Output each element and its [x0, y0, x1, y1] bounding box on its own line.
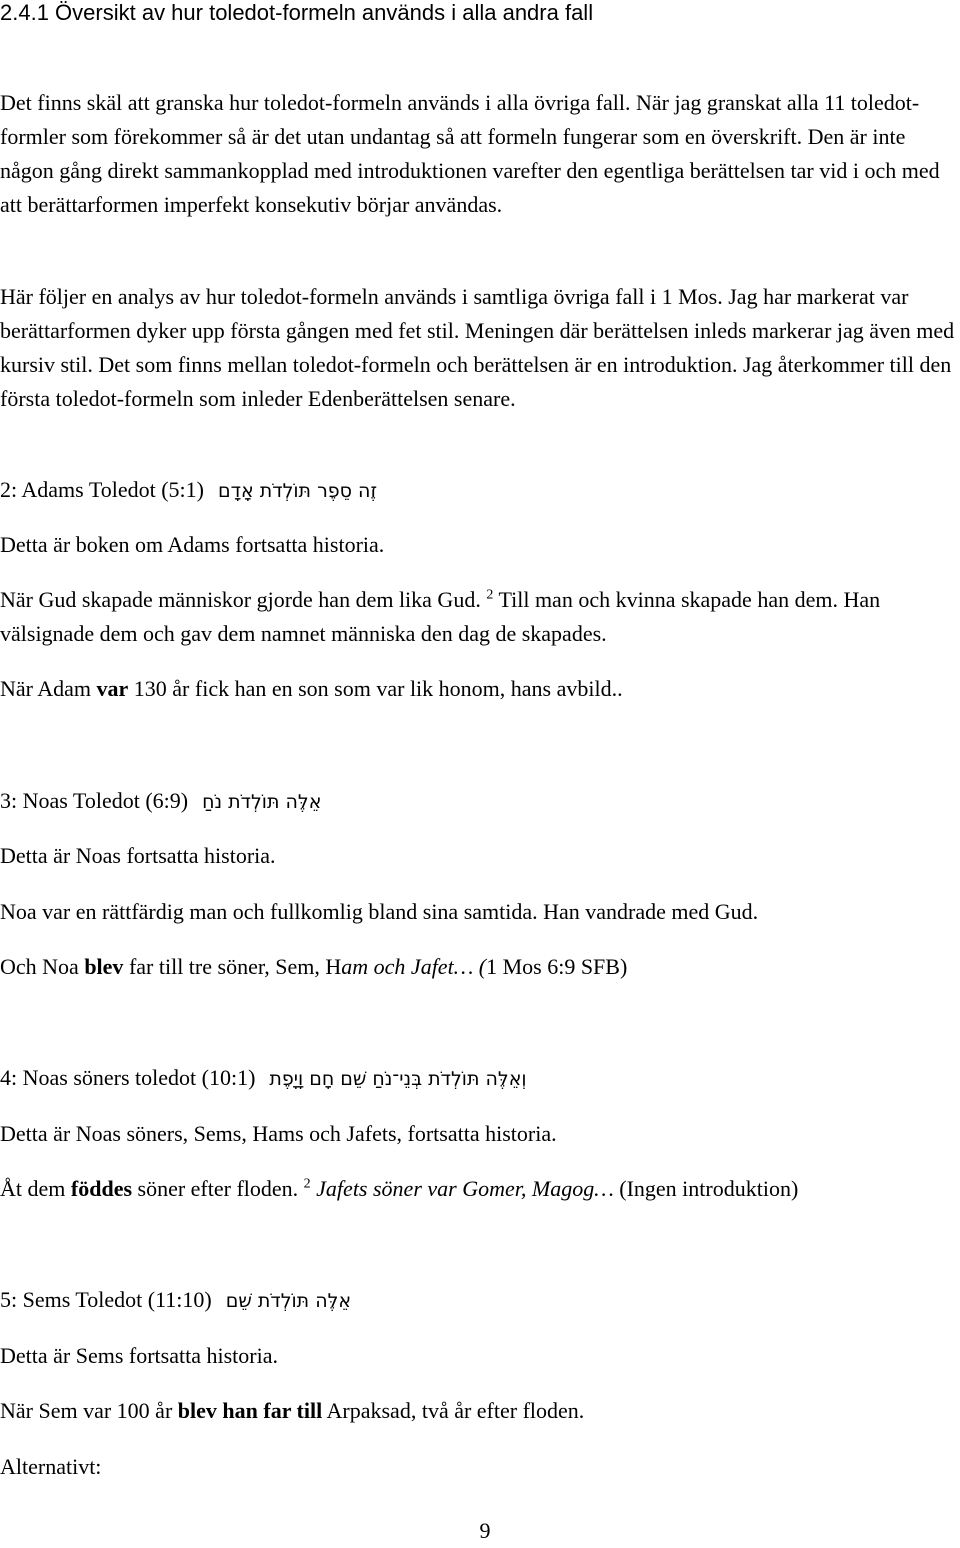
hebrew-text: אֵלֶּה תּוֹלְדֹת נֹחַ: [202, 791, 322, 813]
toledot-title: 2: Adams Toledot (5:1): [0, 477, 204, 502]
narrative-verb: föddes: [70, 1176, 133, 1201]
toledot-title: 4: Noas söners toledot (10:1): [0, 1065, 256, 1090]
story-start-adam: När Adam var 130 år fick han en son som var lik honom, hans avbild..: [0, 676, 623, 701]
verse-number: 2: [303, 1176, 311, 1192]
alternative-label: Alternativt:: [0, 1454, 102, 1479]
introduction-noah: Noa var en rättfärdig man och fullkomlig bland sina samtida. Han vandrade med Gud.: [0, 899, 759, 924]
narrative-verb: blev: [84, 954, 124, 979]
intro-paragraph-2: Här följer en analys av hur toledot-formeln används i samtliga övriga fall i 1 Mos. Jag har markerat var berättarformen dyker upp första gången med fet stil. Meningen där berättelsen inleds markerar jag även med kursiv stil. Det som finns mellan toledot-formeln och berättelsen är en introduktion. Jag återkommer till den första toledot-formeln som inleder Edenberättelsen senare.: [0, 284, 955, 411]
hebrew-text: זֶה סֵפֶר תּוֹלְדֹת אָדָם: [217, 480, 378, 502]
toledot-title: 5: Sems Toledot (11:10): [0, 1287, 212, 1312]
toledot-heading-noah: [0, 784, 321, 819]
toledot-title: 3: Noas Toledot (6:9): [0, 788, 189, 813]
toledot-heading-noah-sons: [0, 1061, 527, 1096]
intro-paragraph-1: Det finns skäl att granska hur toledot-formeln används i alla övriga fall. När jag granskat alla 11 toledot-formler som förekommer så är det utan undantag så att formeln fungerar som en överskrift. Den är inte någon gång direkt sammankopplad med introduktionen varefter den egentliga berättelsen tar vid i och med att berättarformen imperfekt konsekutiv börjar användas.: [0, 90, 940, 217]
translation-noah: Detta är Noas fortsatta historia.: [0, 843, 276, 868]
narrative-verb: var: [96, 676, 129, 701]
verse-number: 2: [486, 587, 494, 603]
translation-adam: Detta är boken om Adams fortsatta historia.: [0, 532, 385, 557]
page-number: 9: [479, 1518, 491, 1543]
section-heading: 2.4.1 Översikt av hur toledot-formeln används i alla andra fall: [0, 0, 594, 25]
toledot-heading-adam: [0, 473, 377, 508]
hebrew-text: אֵלֶּה תּוֹלְדֹת שֵׁם: [225, 1290, 352, 1312]
hebrew-text: וְאֵלֶּה תּוֹלְדֹת בְּנֵי־נֹחַ שֵׁם חָם וָיָפֶת: [269, 1068, 527, 1090]
introduction-adam: När Gud skapade människor gjorde han dem lika Gud. $^2$ Till man och kvinna skapade han dem. Han välsignade dem och gav dem namnet människa den dag de skapades.: [0, 587, 881, 646]
toledot-heading-shem: [0, 1283, 351, 1318]
translation-shem: Detta är Sems fortsatta historia.: [0, 1343, 278, 1368]
story-start-noah: Och Noa blev far till tre söner, Sem, Ham och Jafet… (1 Mos 6:9 SFB): [0, 954, 628, 979]
translation-noah-sons: Detta är Noas söners, Sems, Hams och Jafets, fortsatta historia.: [0, 1121, 557, 1146]
story-start-shem: När Sem var 100 år blev han far till Arpaksad, två år efter floden.: [0, 1398, 585, 1423]
story-start-noah-sons: Åt dem föddes söner efter floden. $^2$ Jafets söner var Gomer, Magog… (Ingen introduktion): [0, 1176, 799, 1201]
narrative-verb: blev han far till: [177, 1398, 323, 1423]
